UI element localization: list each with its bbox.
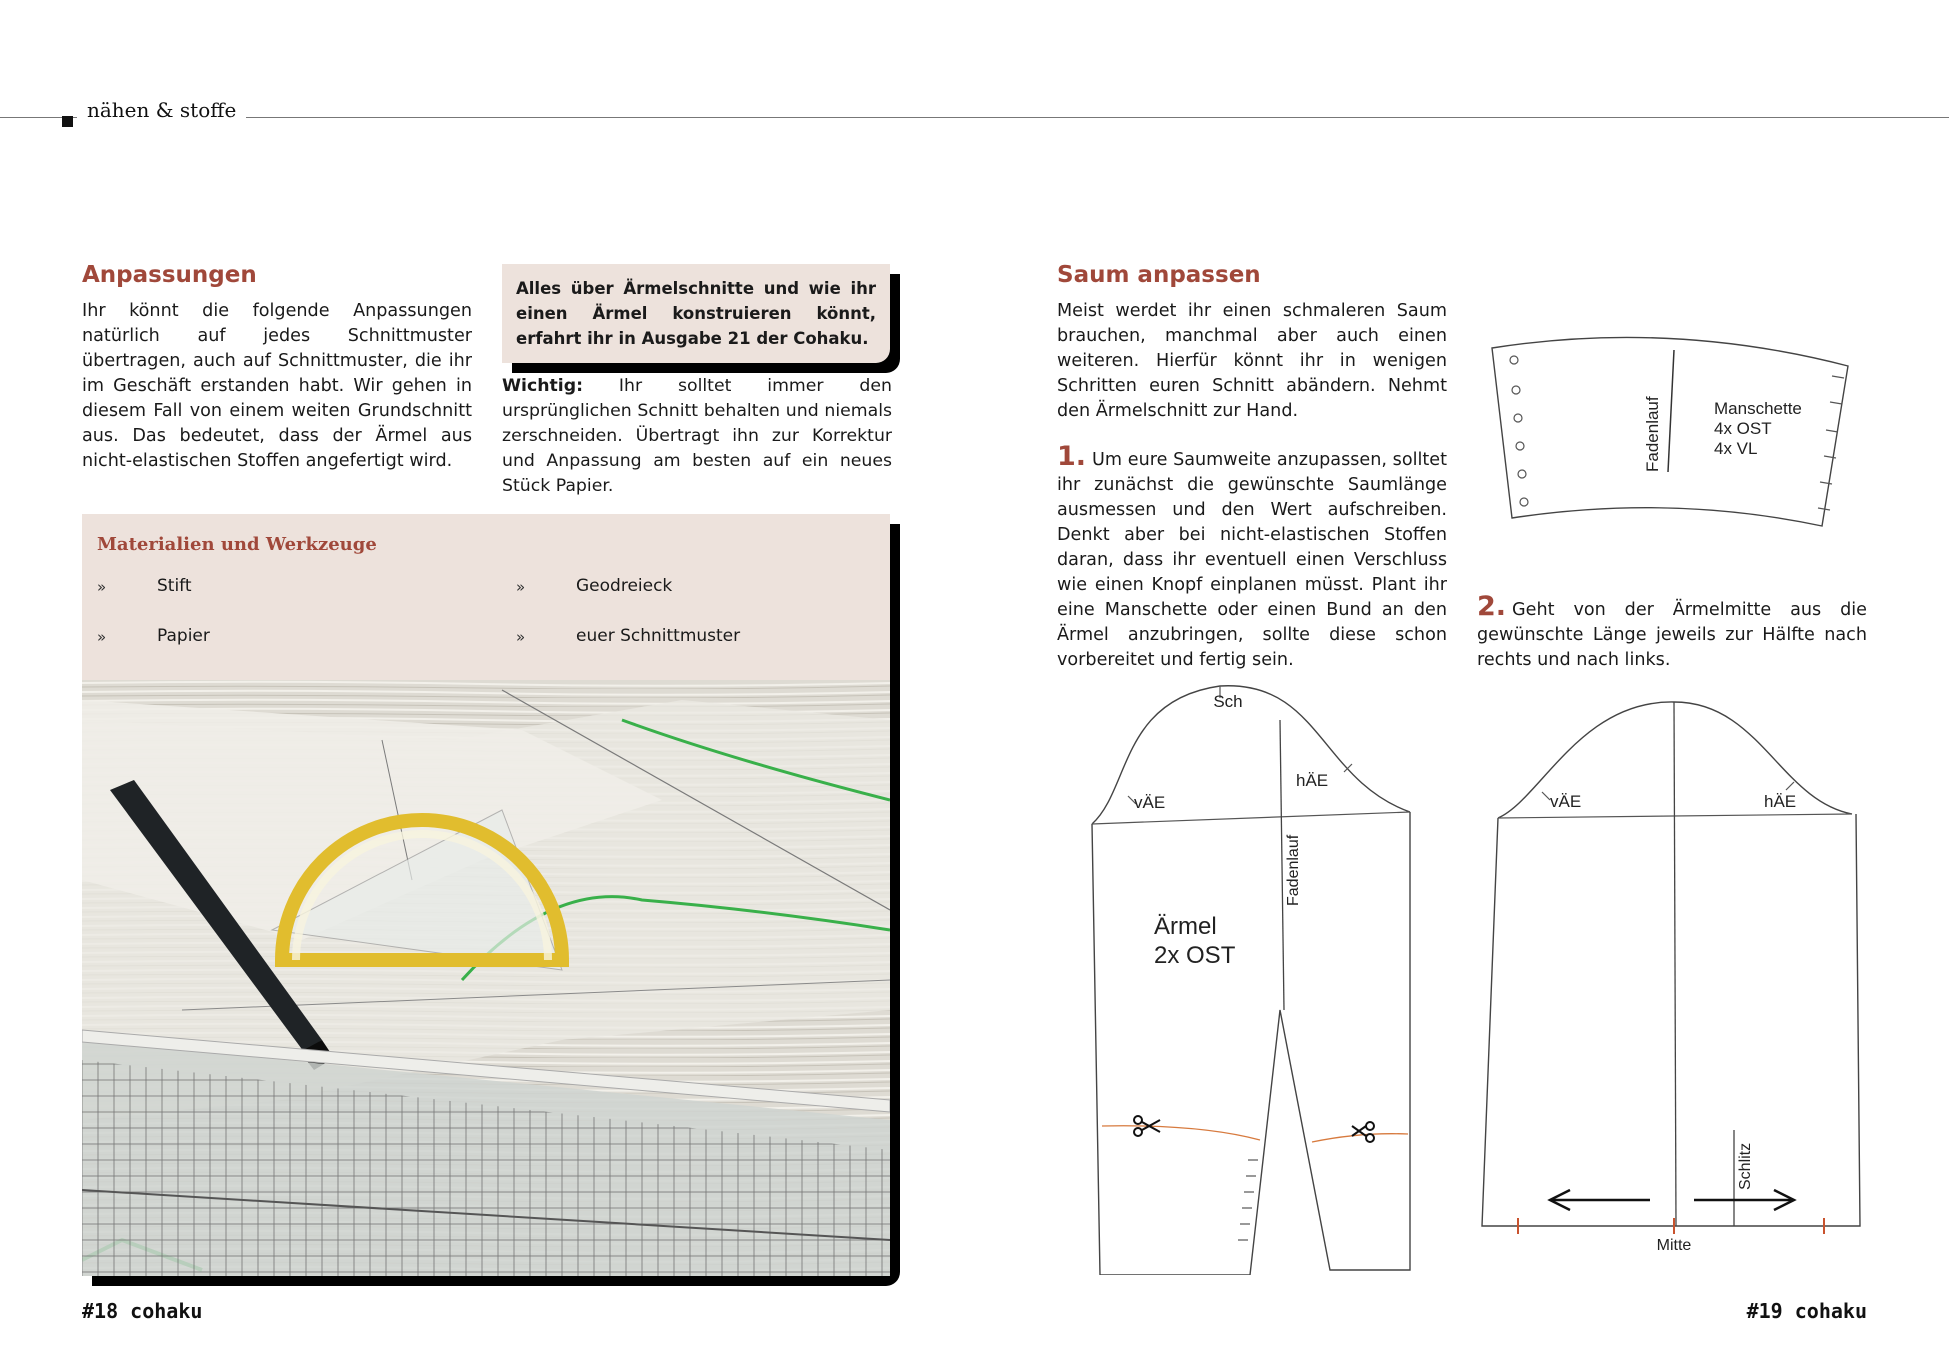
saum-intro-text: Meist werdet ihr einen schmaleren Saum brauchen, manchmal aber auch einen weiteren. Hierfür könnt ihr in wenigen Schritten euren Schnitt abändern. Nehmt den Ärmelschnitt zur Hand. — [1057, 301, 1447, 421]
step-1-text: Um eure Saumweite anzupassen, solltet ihr zunächst die gewünschte Saumlänge ausmessen und den Wert aufschreiben. Denkt aber bei nicht-elastischen Stoffen daran, dass ihr eventuell einen Verschluss wie einen Knopf einplanen müsst. Plant ihr eine Manschette oder einen Bund an den Ärmel anzubringen, sollte diese schon vorbereitet und fertig sein. — [1057, 450, 1447, 670]
sleeve1-count: 2x OST — [1154, 942, 1236, 969]
sleeve2-label-front: vÄE — [1550, 792, 1582, 811]
footer-right-page: #19 cohaku — [1746, 1299, 1867, 1323]
cuff-label-name: Manschette — [1714, 399, 1802, 418]
step-2-number: 2. — [1477, 591, 1507, 622]
sleeve1-name: Ärmel — [1154, 913, 1217, 940]
callout-box — [502, 264, 890, 363]
sleeve-diagram-tapered — [1080, 680, 1420, 1275]
arrow-left-icon — [1550, 1190, 1650, 1210]
sleeve-diagram-straight — [1470, 690, 1870, 1255]
bullet: » — [97, 578, 107, 596]
sleeve1-label-front: vÄE — [1134, 793, 1166, 812]
material-item: Stift — [157, 576, 192, 596]
footer-left-page: #18 cohaku — [82, 1299, 203, 1323]
important-note — [502, 374, 892, 499]
section-title: nähen & stoffe — [77, 98, 246, 122]
step-2-text: Geht von der Ärmelmitte aus die gewünschte Länge jeweils zur Hälfte nach rechts und nach links. — [1477, 600, 1867, 670]
saum-intro — [1057, 299, 1447, 424]
material-item: Papier — [157, 626, 210, 646]
materials-title: Materialien und Werkzeuge — [97, 534, 377, 555]
arrow-right-icon — [1694, 1190, 1794, 1210]
header-rule — [0, 117, 1949, 118]
sleeve1-label-back: hÄE — [1296, 771, 1329, 790]
heading-saum-anpassen: Saum anpassen — [1057, 262, 1261, 288]
callout-text: Alles über Ärmelschnitte und wie ihr einen Ärmel konstruieren könnt, erfahrt ihr in Ausgabe 21 der Cohaku. — [516, 279, 876, 348]
sleeve2-center-label: Mitte — [1656, 1237, 1692, 1254]
cuff-label-ost: 4x OST — [1714, 419, 1772, 438]
step-2 — [1477, 591, 1867, 673]
intro-text: Ihr könnt die folgende Anpassungen natürlich auf jedes Schnittmuster übertragen, auch auf Schnittmuster, die ihr im Geschäft erstanden habt. Wir gehen in diesem Fall von einem weiten Grundschnitt aus. Das bedeutet, dass der Ärmel aus nicht-elastischen Stoffen angefertigt wird. — [82, 301, 472, 471]
cuff-label-vl: 4x VL — [1714, 439, 1758, 458]
photo-illustration — [82, 680, 890, 1276]
material-item: euer Schnittmuster — [576, 626, 741, 646]
sleeve1-label-sch: Sch — [1213, 692, 1243, 711]
step-1 — [1057, 441, 1447, 673]
bullet: » — [97, 628, 107, 646]
sleeve1-grain-label: Fadenlauf — [1285, 834, 1302, 906]
bullet: » — [516, 628, 526, 646]
bullet: » — [516, 578, 526, 596]
heading-anpassungen: Anpassungen — [82, 262, 257, 288]
scissors-icon — [1352, 1122, 1374, 1142]
header-marker — [62, 116, 73, 127]
sleeve2-slit-label: Schlitz — [1737, 1142, 1754, 1190]
step-1-number: 1. — [1057, 441, 1087, 472]
photo-tools — [82, 680, 890, 1276]
cuff-grain-label: Fadenlauf — [1643, 396, 1662, 472]
material-item: Geodreieck — [576, 576, 673, 596]
intro-paragraph — [82, 299, 472, 474]
cuff-diagram — [1480, 322, 1860, 542]
note-label: Wichtig: — [502, 376, 583, 396]
sleeve2-label-back: hÄE — [1764, 792, 1797, 811]
note-text: Ihr solltet immer den ursprünglichen Schnitt behalten und niemals zerschneiden. Übertragt ihn zur Korrektur und Anpassung am besten auf ein neues Stück Papier. — [502, 376, 892, 496]
